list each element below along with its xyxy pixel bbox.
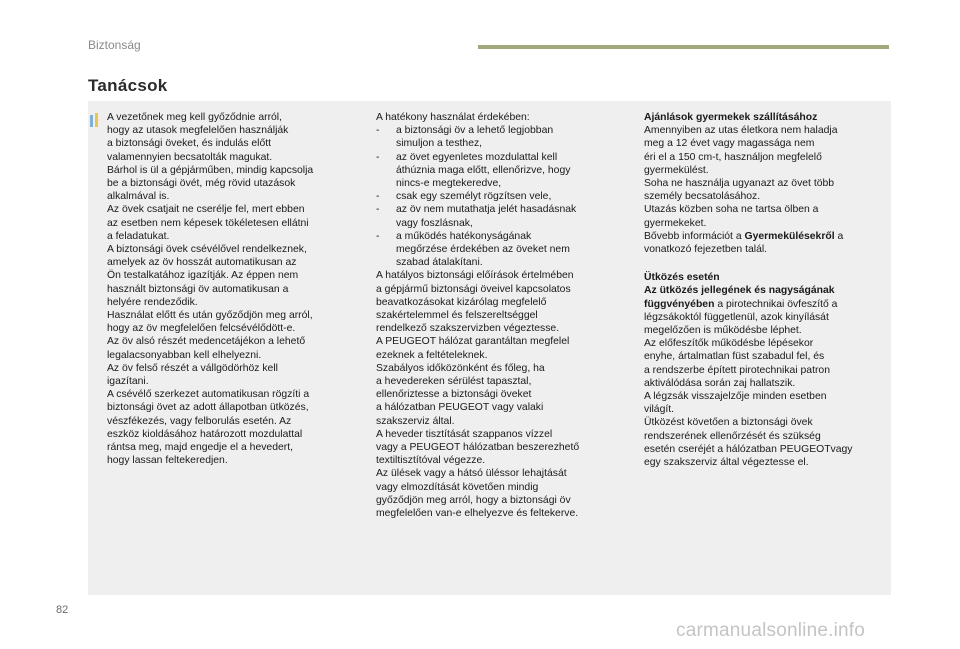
children-heading: Ajánlások gyermekek szállításához (644, 112, 818, 123)
list-item-text: a működés hatékonyságának megőrzése érdekében az öveket nem szabad átalakítani. (396, 230, 570, 269)
list-dash: - (376, 204, 380, 216)
column-children-collision (644, 111, 884, 469)
collision-lead-text: a pirotechnikai övfeszítő a légzsákoktól függetlenül, azok kinyílását megelőzően is működésbe léphet. (644, 298, 838, 337)
page-number: 82 (56, 604, 69, 616)
more-info-prefix: Bővebb információt a (644, 230, 745, 242)
list-item (376, 151, 626, 191)
column-driver-tips (107, 111, 355, 467)
usage-intro: A hatékony használat érdekében: (376, 112, 530, 123)
collision-lead-bold: Az ütközés jellegének és nagyságának függvényében (644, 285, 835, 310)
list-item (376, 190, 626, 203)
list-dash: - (376, 151, 380, 163)
list-item-text: az övet egyenletes mozdulattal kell áthúznia maga előtt, ellenőrizve, hogy nincs-e megtekeredve, (396, 151, 571, 190)
list-dash: - (376, 230, 380, 242)
section-rule (478, 45, 889, 49)
tip-marker-icon (90, 113, 98, 127)
column-usage (376, 111, 626, 520)
list-dash: - (376, 191, 380, 203)
list-item-text: csak egy személyt rögzítsen vele, (396, 191, 552, 203)
page-title: Tanácsok (88, 76, 168, 95)
maintenance-text: A hatályos biztonsági előírások értelmében a gépjármű biztonsági öveivel kapcsolatos beavatkozásokat kizárólag megfelelő szakértelemmel és felszereltséggel rendelkező szakszervizben végeztesse. A PEUGEOT hálózat garantáltan megfelel ezeknek a feltételeknek. Szabályos időközönként és főleg, ha a hevedereken sérülést tapasztal, ellenőriztesse a biztonsági öveket a hálózatban PEUGEOT vagy valaki szakszerviz által. A heveder tisztítását szappanos vízzel vagy a PEUGEOT hálózatban beszerezhető textiltisztítóval végezze. Az ülések vagy a hátsó üléssor lehajtását vagy elmozdítását követően mindig győződjön meg arról, hogy a biztonsági öv megfelelően van-e elhelyezve és feltekerve. (376, 270, 580, 520)
driver-tips-text: A vezetőnek meg kell győződnie arról, hogy az utasok megfelelően használják a biztonsági öveket, és indulás előtt valamennyien becsatolták magukat. Bárhol is ül a gépjárműben, mindig kapcsolja be a biztonsági övét, még rövid utazások alkalmával is. Az övek csatjait ne cserélje fel, mert ebben az esetben nem képesek tökéletesen ellátni a feladatukat. A biztonsági övek csévélővel rendelkeznek, amelyek az öv hosszát automatikusan az Ön testalkatához igazítják. Az éppen nem használt biztonsági öv automatikusan a helyére rendeződik. Használat előtt és után győződjön meg arról, hogy az öv megfelelően felcsévélődött-e. Az öv alsó részét medencetájékon a lehető legalacsonyabban kell elhelyezni. Az öv felső részét a vállgödörhöz kell igazítani. A csévélő szerkezet automatikusan rögzíti a biztonsági övet az adott állapotban ütközés, vészfékezés, vagy felborulás esetén. Az eszköz kioldásához határozott mozdulattal rántsa meg, majd engedje el a hevedert, hogy lassan feltekeredjen. (107, 112, 314, 467)
children-text: Amennyiben az utas életkora nem haladja meg a 12 évet vagy magassága nem éri el a 150 cm-t, használjon megfelelő gyermekülést. Soha ne használja ugyanazt az övet több személy becsatolásához. Utazás közben soha ne tartsa ölben a gyermekeket. (644, 125, 838, 229)
collision-lead (644, 284, 884, 337)
collision-text: Az előfeszítők működésbe lépésekor enyhe, ártalmatlan füst szabadul fel, és a rendszerbe épített pirotechnikai patron aktiválódása során zaj hallatszik. A légzsák visszajelzője minden esetben világít. Ütközést követően a biztonsági övek rendszerének ellenőrzését és szükség esetén cseréjét a hálózatban PEUGEOTvagy egy szakszerviz által végeztesse el. (644, 338, 853, 469)
collision-heading: Ütközés esetén (644, 272, 720, 284)
watermark: carmanualsonline.info (676, 620, 866, 641)
list-item (376, 230, 626, 270)
list-item (376, 124, 626, 150)
list-item-text: a biztonsági öv a lehető legjobban simuljon a testhez, (396, 125, 554, 150)
list-item-text: az öv nem mutathatja jelét hasadásnak vagy foszlásnak, (396, 204, 577, 229)
children-more-info (644, 230, 884, 256)
more-info-suffix: a vonatkozó fejezetben talál. (644, 230, 844, 256)
list-dash: - (376, 125, 380, 137)
section-label: Biztonság (88, 38, 141, 52)
list-item (376, 203, 626, 229)
more-info-link-text: Gyermekülésekről (744, 230, 835, 242)
